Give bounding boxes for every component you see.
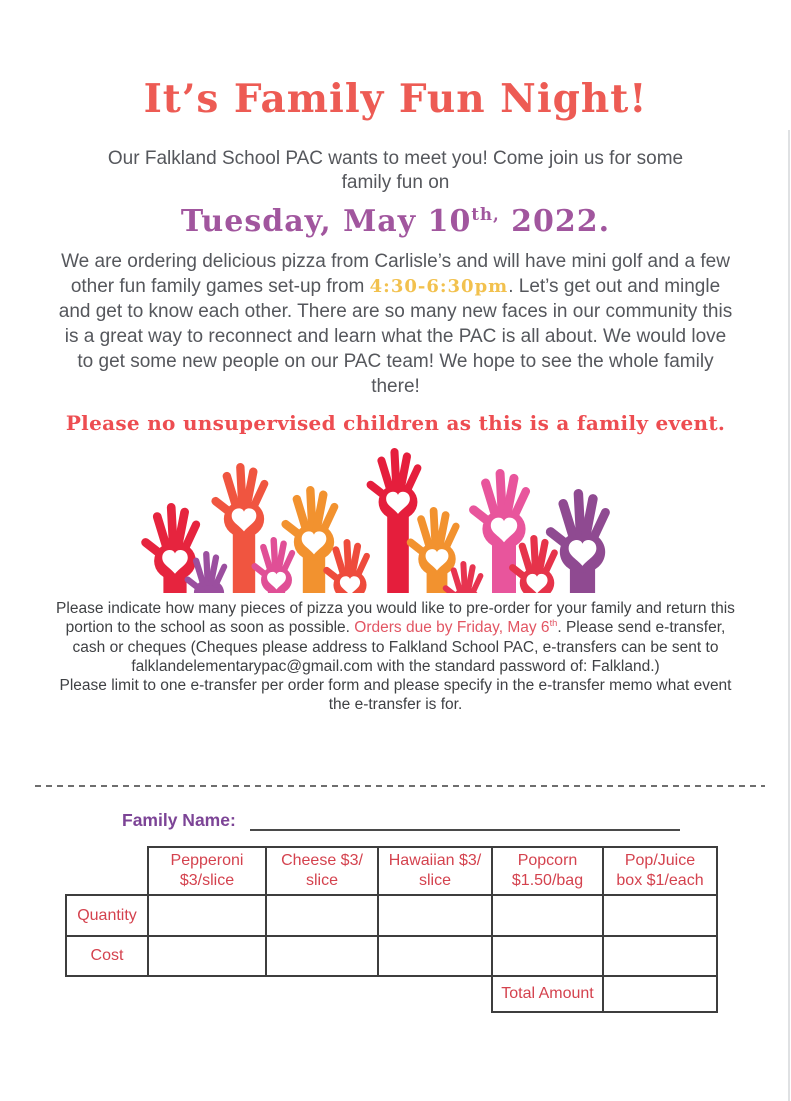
raised-hands-hearts-image (131, 441, 661, 593)
cost-hawaiian-cell[interactable] (378, 936, 492, 976)
quantity-pop-juice-cell[interactable] (603, 895, 717, 936)
body-after-time: . Let’s get out and mingle and get to know each other. There are so many new faces in our community this is a great way to reconnect and learn what the PAC is all about. We would love to get some new people on our PAC team! We hope to see the whole family there! (58, 275, 733, 398)
quantity-row-label: Quantity (66, 895, 148, 936)
total-amount-cell[interactable] (603, 976, 717, 1012)
order-info-part2: . Please send e-transfer, cash or cheques (Cheques please address to Falkland School PAC, e-transfers can be sent to falklandelementarypac@gmail.com with the standard password of: Falkland.) (72, 619, 726, 675)
orders-due-superscript: th (549, 618, 558, 629)
cost-row (66, 936, 717, 976)
column-header-line1: Popcorn (517, 852, 578, 870)
quantity-hawaiian-cell[interactable] (378, 895, 492, 936)
column-header-line1: Cheese $3/ (281, 852, 363, 870)
event-date-main: Tuesday, May 10 (180, 203, 472, 239)
column-header-line1: Pop/Juice (624, 852, 696, 870)
column-header-line2: box $1/each (616, 872, 704, 889)
event-date-superscript: th, (471, 204, 500, 224)
column-header-hawaiian (378, 847, 492, 895)
order-table (65, 846, 718, 1013)
event-date (0, 204, 791, 239)
body-paragraph (58, 249, 734, 399)
cost-popcorn-cell[interactable] (492, 936, 603, 976)
body-before-time: We are ordering delicious pizza from Carlisle’s and will have mini golf and a few other fun family games set-up from (61, 250, 730, 297)
intro-text: Our Falkland School PAC wants to meet you! Come join us for some family fun on (107, 148, 684, 194)
column-header-line1: Hawaiian $3/ (388, 852, 482, 870)
column-header-popcorn (492, 847, 603, 895)
orders-due-text: Orders due by Friday, May 6 (354, 619, 550, 637)
order-info-part1: Please indicate how many pieces of pizza you would like to pre-order for your family and return this portion to the school as soon as possible. (56, 600, 735, 637)
scan-artifact-line (788, 130, 790, 1101)
column-header-cheese (266, 847, 378, 895)
column-header-line2: slice (418, 872, 451, 889)
quantity-cheese-cell[interactable] (266, 895, 378, 936)
warning-text: Please no unsupervised children as this is a family event. (65, 411, 726, 436)
column-header-line1: Pepperoni (170, 852, 244, 870)
quantity-row (66, 895, 717, 936)
column-header-pepperoni (148, 847, 266, 895)
total-amount-label: Total Amount (492, 976, 603, 1012)
column-header-pop-juice (603, 847, 717, 895)
family-name-label: Family Name: (122, 810, 236, 830)
dashed-divider (35, 785, 765, 787)
total-row (66, 976, 717, 1012)
column-header-line2: slice (305, 872, 338, 889)
table-header-row (66, 847, 717, 895)
event-date-tail: 2022. (499, 203, 611, 239)
cost-row-label: Cost (66, 936, 148, 976)
page-title: It’s Family Fun Night! (143, 76, 648, 122)
flyer-page (0, 78, 791, 1101)
order-instructions (49, 599, 743, 714)
order-info-part3: Please limit to one e-transfer per order form and please specify in the e-transfer memo what event the e-transfer is for. (59, 677, 732, 714)
column-header-line2: $1.50/bag (511, 872, 584, 889)
table-corner-cell (66, 847, 148, 895)
cost-pop-juice-cell[interactable] (603, 936, 717, 976)
time-highlight: 4:30-6:30pm (369, 275, 509, 297)
quantity-pepperoni-cell[interactable] (148, 895, 266, 936)
quantity-popcorn-cell[interactable] (492, 895, 603, 936)
cost-pepperoni-cell[interactable] (148, 936, 266, 976)
family-name-field[interactable] (250, 807, 680, 831)
family-name-row (122, 807, 680, 831)
cost-cheese-cell[interactable] (266, 936, 378, 976)
column-header-line2: $3/slice (179, 872, 235, 889)
